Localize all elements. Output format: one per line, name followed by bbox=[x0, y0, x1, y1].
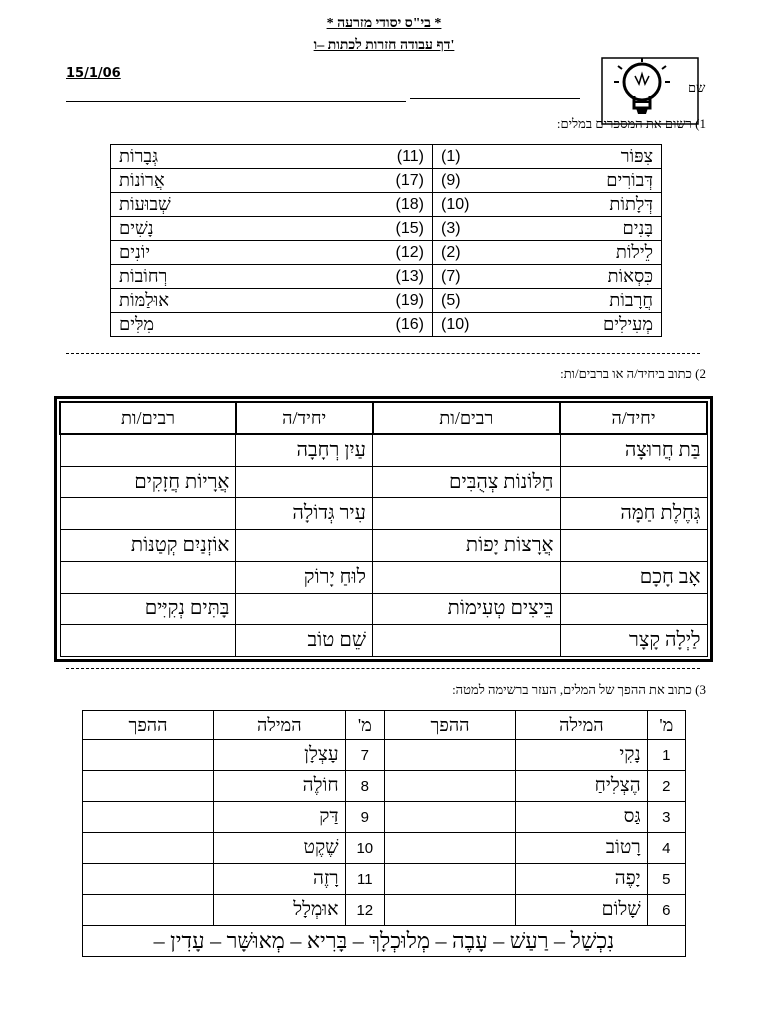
table-row bbox=[83, 802, 686, 833]
singular-plural-table bbox=[59, 401, 708, 657]
date: 15/1/06 bbox=[66, 66, 121, 81]
opposites-table bbox=[82, 710, 686, 957]
divider-1 bbox=[66, 353, 700, 354]
word: בָּנִים bbox=[622, 218, 653, 238]
number-cell[interactable] bbox=[111, 313, 433, 337]
given-phrase-cell: אוֹזְנַיִם קְטַנּוֹת bbox=[60, 530, 236, 562]
word: כִּסְאוֹת bbox=[607, 266, 653, 286]
number-cell[interactable] bbox=[111, 217, 433, 241]
number-cell[interactable] bbox=[433, 289, 662, 313]
word-cell: עָצְלָן bbox=[214, 740, 346, 771]
number: (15) bbox=[395, 219, 424, 237]
word: דְּלָתוֹת bbox=[609, 194, 653, 214]
number: (17) bbox=[395, 171, 424, 189]
number: (10) bbox=[441, 315, 470, 333]
answer-cell[interactable] bbox=[560, 530, 707, 562]
given-phrase-cell: אָב חָכָם bbox=[560, 561, 707, 593]
number-cell[interactable] bbox=[111, 193, 433, 217]
answer-cell[interactable] bbox=[236, 530, 373, 562]
number-cell[interactable] bbox=[111, 145, 433, 169]
given-phrase-cell: בַּת חֲרוּצָה bbox=[560, 434, 707, 466]
table-row bbox=[111, 265, 662, 289]
opposite-answer-cell[interactable] bbox=[83, 833, 214, 864]
row-number: 4 bbox=[647, 833, 685, 864]
number: (5) bbox=[441, 291, 461, 309]
opposite-answer-cell[interactable] bbox=[83, 740, 214, 771]
word: צִפּוֹר bbox=[620, 146, 653, 166]
section3-instruction: 3) כתוב את ההפך של המלים, העזר ברשימה למטה: bbox=[452, 682, 706, 697]
answer-cell[interactable] bbox=[60, 561, 236, 593]
number-cell[interactable] bbox=[433, 145, 662, 169]
word: מִלִּים bbox=[119, 314, 155, 334]
word-cell: רָטוֹב bbox=[516, 833, 648, 864]
word: נָשִׁים bbox=[119, 218, 154, 238]
number-cell[interactable] bbox=[111, 265, 433, 289]
table-row bbox=[60, 625, 707, 657]
word: אֲרוֹנוֹת bbox=[119, 170, 165, 190]
number: (18) bbox=[395, 195, 424, 213]
word-cell: שֶׁקֶט bbox=[214, 833, 346, 864]
table-row bbox=[111, 193, 662, 217]
word-cell: אוּמְלָל bbox=[214, 895, 346, 926]
opposite-answer-cell[interactable] bbox=[385, 802, 516, 833]
table-row bbox=[111, 145, 662, 169]
opposite-answer-cell[interactable] bbox=[385, 833, 516, 864]
given-phrase-cell: אֲרָצוֹת יָפוֹת bbox=[373, 530, 561, 562]
given-phrase-cell: חַלּוֹנוֹת צְהֻבִּים bbox=[373, 466, 561, 498]
row-number: 7 bbox=[345, 740, 384, 771]
given-phrase-cell: בָּתִּים נְקִיִּים bbox=[60, 593, 236, 625]
row-number: 1 bbox=[647, 740, 685, 771]
number: (19) bbox=[395, 291, 424, 309]
opposite-answer-cell[interactable] bbox=[83, 802, 214, 833]
number: (7) bbox=[441, 267, 461, 285]
opposite-answer-cell[interactable] bbox=[83, 895, 214, 926]
answer-cell[interactable] bbox=[60, 625, 236, 657]
number-cell[interactable] bbox=[433, 313, 662, 337]
table-row bbox=[60, 466, 707, 498]
answer-cell[interactable] bbox=[60, 434, 236, 466]
header-number: מ' bbox=[345, 711, 384, 740]
table-row bbox=[60, 561, 707, 593]
table-row bbox=[83, 740, 686, 771]
answer-cell[interactable] bbox=[236, 593, 373, 625]
number: (2) bbox=[441, 243, 461, 261]
number-cell[interactable] bbox=[111, 241, 433, 265]
answer-cell[interactable] bbox=[373, 561, 561, 593]
table-row bbox=[60, 498, 707, 530]
row-number: 2 bbox=[647, 771, 685, 802]
number-cell[interactable] bbox=[433, 169, 662, 193]
worksheet-title: דף עבודה חזרות לכתות –ו' bbox=[313, 38, 455, 53]
row-number: 3 bbox=[647, 802, 685, 833]
word-cell: יָפֶה bbox=[516, 864, 648, 895]
table-row bbox=[111, 241, 662, 265]
singular-plural-table-frame bbox=[54, 396, 713, 662]
word: חֲרָבוֹת bbox=[609, 290, 653, 310]
row-number: 5 bbox=[647, 864, 685, 895]
answer-cell[interactable] bbox=[373, 434, 561, 466]
table-row bbox=[83, 895, 686, 926]
row-number: 8 bbox=[345, 771, 384, 802]
word-bank: נִכְשַׁל – רַעַשׁ – עָבֶה – מְלוּכְלָךְ – בָּרִיא – מְאוּשָּׁר – עָדִין – bbox=[83, 926, 686, 957]
answer-cell[interactable] bbox=[373, 625, 561, 657]
number-cell[interactable] bbox=[111, 289, 433, 313]
word: שְׁבוּעוֹת bbox=[119, 194, 171, 214]
answer-cell[interactable] bbox=[560, 593, 707, 625]
answer-cell[interactable] bbox=[560, 466, 707, 498]
word: דְּבוֹרִים bbox=[606, 170, 653, 190]
header-word: המילה bbox=[516, 711, 648, 740]
name-line[interactable] bbox=[410, 98, 580, 99]
word: יוֹנִים bbox=[119, 242, 151, 262]
section1-instruction: 1) רשום את המספרים במלים: bbox=[556, 116, 706, 131]
word-cell: שָׁלוֹם bbox=[516, 895, 648, 926]
word: רְחוֹבוֹת bbox=[119, 266, 168, 286]
divider-2 bbox=[66, 668, 700, 669]
word: מְעִילִים bbox=[603, 314, 653, 334]
given-phrase-cell: אֲרָיוֹת חֲזָקִים bbox=[60, 466, 236, 498]
opposite-answer-cell[interactable] bbox=[385, 895, 516, 926]
number: (16) bbox=[395, 315, 424, 333]
numbers-table bbox=[110, 144, 662, 337]
given-phrase-cell: בֵּיצִים טְעִימוֹת bbox=[373, 593, 561, 625]
section2-instruction: 2) כתוב ביחיד/ה או ברבים/ות: bbox=[560, 366, 706, 381]
number: (12) bbox=[395, 243, 424, 261]
number: (3) bbox=[441, 219, 461, 237]
row-number: 6 bbox=[647, 895, 685, 926]
header-rule bbox=[66, 101, 406, 102]
row-number: 12 bbox=[345, 895, 384, 926]
header-opposite: ההפך bbox=[83, 711, 214, 740]
word: גְּבָרוֹת bbox=[119, 146, 159, 166]
answer-cell[interactable] bbox=[236, 466, 373, 498]
row-number: 10 bbox=[345, 833, 384, 864]
number-cell[interactable] bbox=[433, 265, 662, 289]
number: (11) bbox=[396, 147, 424, 165]
given-phrase-cell: גְּחֶלֶת חַמָּה bbox=[560, 498, 707, 530]
name-label: שם bbox=[688, 80, 706, 95]
table-row bbox=[111, 313, 662, 337]
table-row bbox=[111, 169, 662, 193]
opposite-answer-cell[interactable] bbox=[83, 864, 214, 895]
opposite-answer-cell[interactable] bbox=[385, 740, 516, 771]
word-cell: דַּק bbox=[214, 802, 346, 833]
header-number: מ' bbox=[647, 711, 685, 740]
number-cell[interactable] bbox=[433, 217, 662, 241]
header-opposite: ההפך bbox=[385, 711, 516, 740]
row-number: 9 bbox=[345, 802, 384, 833]
table-row bbox=[60, 530, 707, 562]
table-row bbox=[83, 771, 686, 802]
table-row bbox=[83, 833, 686, 864]
given-phrase-cell: עַיִן רְחָבָה bbox=[236, 434, 373, 466]
table-row bbox=[83, 864, 686, 895]
given-phrase-cell: לוּחַ יָרוֹק bbox=[236, 561, 373, 593]
table-row bbox=[111, 217, 662, 241]
number: (9) bbox=[441, 171, 461, 189]
table-row bbox=[111, 289, 662, 313]
given-phrase-cell: שֵׁם טוֹב bbox=[236, 625, 373, 657]
given-phrase-cell: לַיְלָה קָצָר bbox=[560, 625, 707, 657]
word-cell: גַּס bbox=[516, 802, 648, 833]
table-row bbox=[60, 593, 707, 625]
header-word: המילה bbox=[214, 711, 346, 740]
word: לֵילוֹת bbox=[615, 242, 653, 262]
number: (10) bbox=[441, 195, 470, 213]
word: אוּלַמּוֹת bbox=[119, 290, 170, 310]
number: (13) bbox=[395, 267, 424, 285]
table-row bbox=[60, 434, 707, 466]
school-title: * בי"ס יסודי מזרעה * bbox=[326, 16, 442, 31]
number-cell[interactable] bbox=[433, 193, 662, 217]
opposite-answer-cell[interactable] bbox=[83, 771, 214, 802]
answer-cell[interactable] bbox=[60, 498, 236, 530]
word-cell: נָקִי bbox=[516, 740, 648, 771]
answer-cell[interactable] bbox=[373, 498, 561, 530]
word-cell: רָזֶה bbox=[214, 864, 346, 895]
row-number: 11 bbox=[345, 864, 384, 895]
opposite-answer-cell[interactable] bbox=[385, 864, 516, 895]
given-phrase-cell: עִיר גְּדוֹלָה bbox=[236, 498, 373, 530]
word-cell: הֶצְלִיחַ bbox=[516, 771, 648, 802]
number-cell[interactable] bbox=[111, 169, 433, 193]
header-singular: יחיד/ה bbox=[236, 402, 373, 434]
header-plural: רבים/ות bbox=[60, 402, 236, 434]
number: (1) bbox=[441, 147, 461, 165]
word-cell: חוֹלֶה bbox=[214, 771, 346, 802]
number-cell[interactable] bbox=[433, 241, 662, 265]
header-plural: רבים/ות bbox=[373, 402, 561, 434]
opposite-answer-cell[interactable] bbox=[385, 771, 516, 802]
header-singular: יחיד/ה bbox=[560, 402, 707, 434]
